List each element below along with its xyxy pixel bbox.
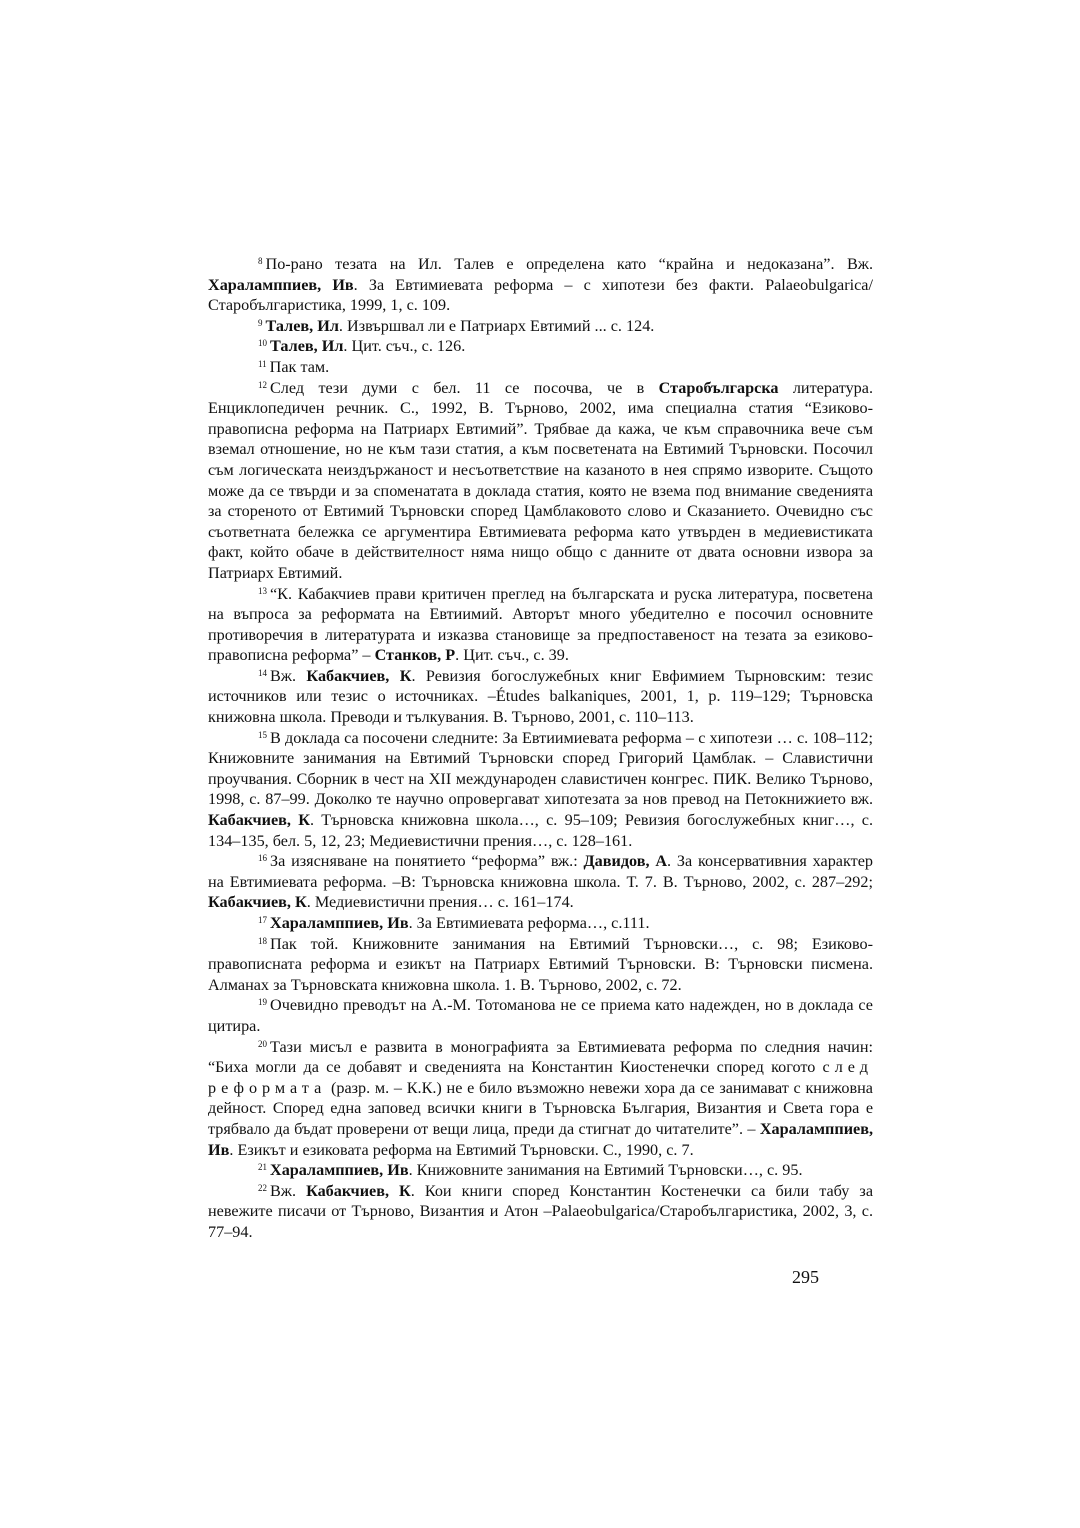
footnotes-block bbox=[208, 254, 873, 1243]
footnote-text: (разр. м. – К.К.) не е било възможно невежи хора да се занимават с книжовна дейност. Според една заповед всички книги в Търновска България, Византия и Света гора е трябвало да бъдат проверени от вещи лица, преди да стигнат до читателите”. – bbox=[208, 1078, 873, 1138]
footnote-9 bbox=[208, 316, 873, 337]
page-number: 295 bbox=[792, 1267, 819, 1287]
footnote-17 bbox=[208, 913, 873, 934]
footnote-number: 10 bbox=[258, 338, 267, 349]
footnote-8 bbox=[208, 254, 873, 316]
footnote-15 bbox=[208, 728, 873, 852]
footnote-20 bbox=[208, 1037, 873, 1161]
author-name: Талев, Ил bbox=[270, 337, 344, 356]
footnote-text: . Търновска книжовна школа…, с. 95–109; Ревизия богослужебных книг…, с. 134–135, бел. 5, 12, 23; Медиевистични прения…, с. 128–161. bbox=[208, 811, 874, 850]
footnote-number: 9 bbox=[258, 317, 263, 328]
footnote-19 bbox=[208, 995, 873, 1036]
footnote-21 bbox=[208, 1160, 873, 1181]
footnote-text: След тези думи с бел. 11 се посочва, че в bbox=[270, 378, 659, 397]
footnote-text: . Кои книги според Константин Костенечки са били табу за невежите писачи от Търново, Византия и Атон –Palaeobulgarica/Старобългаристика, 2002, 3, с. 77–94. bbox=[208, 1181, 873, 1241]
footnote-text: . Езикът и езиковата реформа на Евтимий Търновски. С., 1990, с. 7. bbox=[229, 1140, 694, 1159]
footnote-text: Пак той. Книжовните занимания на Евтимий Търновски…, с. 98; Езиково-правописната реформа и езикът на Патриарх Евтимий Търновски. В: Търновски писмена. Алманах за Търновската книжовна школа. 1. В. Търново, 2002, с. 72. bbox=[208, 934, 873, 994]
footnote-number: 14 bbox=[258, 667, 267, 678]
footnote-22 bbox=[208, 1181, 873, 1243]
footnote-text: след реформата bbox=[208, 1058, 873, 1097]
footnote-11 bbox=[208, 357, 873, 378]
footnote-text: Тази мисъл е развита в монографията за Евтимиевата реформа по следния начин: “Биха могли да се добавят и сведенията на Константин Киостенечки според когото bbox=[208, 1037, 873, 1077]
footnote-12 bbox=[208, 378, 873, 584]
footnote-text: “К. Кабакчиев прави критичен преглед на българската и руска литература, посветена на въпроса за реформата на Евтиимий. Авторът много убедително е посочил основните противоречия в литературата и изказва становище за предпоставеност на тезата за езиково-правописна реформа” – bbox=[208, 584, 873, 665]
author-name: Давидов, А bbox=[583, 852, 668, 871]
author-name: Кабакчиев, К bbox=[208, 811, 310, 830]
footnote-number: 13 bbox=[258, 585, 267, 596]
footnote-text: По-рано тезата на Ил. Талев е определена като “крайна и недоказана”. Вж. bbox=[265, 255, 873, 273]
footnote-text: . За Евтимиевата реформа…, с.111. bbox=[408, 914, 650, 932]
author-name: Хараламппиев, Ив bbox=[208, 1119, 873, 1159]
footnote-text: . За консервативния характер на Евтимиевата реформа. –В: Търновска книжовна школа. Т. 7. В. Търново, 2002, с. 287–292; bbox=[208, 852, 873, 891]
footnote-number: 21 bbox=[258, 1162, 267, 1173]
footnote-18 bbox=[208, 934, 873, 996]
footnote-10 bbox=[208, 336, 873, 357]
footnote-text: . Ревизия богослужебных книг Евфимием Тырновским: тезис источников или тезис о источниках. –Études balkaniques, 2001, 1, p. 119–129; Търновска книжовна школа. Преводи и тълкувания. В. Търново, 2001, с. 110–113. bbox=[208, 666, 874, 727]
footnote-text: Вж. bbox=[270, 1181, 307, 1200]
author-name: Хараламппиев, Ив bbox=[208, 275, 354, 294]
footnote-number: 18 bbox=[258, 935, 267, 946]
author-name: Хараламппиев, Ив bbox=[270, 1161, 409, 1180]
footnote-text: . Извършвал ли е Патриарх Евтимий ... с. 124. bbox=[338, 316, 655, 335]
footnote-text: В доклада са посочени следните: За Евтиимиевата реформа – с хипотези … с. 108–112; Книжовните занимания на Евтимий Търновски според Григорий Цамблак. – Славистични проучвания. Сборник в чест на XII международен славистичен конгрес. ПИК. Велико Търново, 1998, с. 87–99. Доколко те научно опровергават хипотезата за нов превод на Петокнижието вж. bbox=[208, 728, 873, 809]
footnote-text: . Книжовните занимания на Евтимий Търновски…, с. 95. bbox=[408, 1161, 803, 1180]
footnote-number: 19 bbox=[258, 997, 267, 1008]
author-name: Кабакчиев, К bbox=[306, 666, 412, 685]
footnote-number: 15 bbox=[258, 729, 267, 740]
footnote-16 bbox=[208, 851, 873, 913]
author-name: Старобългарска bbox=[658, 378, 779, 397]
author-name: Кабакчиев, К bbox=[306, 1181, 411, 1200]
footnote-text: Очевидно преводът на А.-М. Тотоманова не се приема като надежден, но в доклада се цитира. bbox=[208, 996, 873, 1035]
footnote-number: 16 bbox=[258, 853, 267, 864]
footnote-text: литература. Енциклопедичен речник. С., 1992, В. Търново, 2002, има специална статия “Езиково-правописна реформа на Патриарх Евтимий”. Трябвае да кажа, че към справочника вече съм вземал отношение, но не към тази статия, а към посветената на Евтимий Търновски. Посочил съм логическата неиздържаност и несъответствие на казаното в нея спрямо изворите. Същото може да се твърди и за споменатата в доклада статия, която не взема под внимание сведенията за стореното от Евтимий Търновски според Цамблаковото слово и Сказанието. Очевидно със съответната бележка се аргументира Евтимиевата реформа като утвърден в медиевистиката факт, който обаче в действителност няма нищо общо с данните от двата основни извора за Патриарх Евтимий. bbox=[208, 378, 873, 582]
footnote-text: . Цит. съч., с. 126. bbox=[343, 337, 466, 356]
footnote-number: 11 bbox=[258, 358, 267, 369]
author-name: Станков, Р bbox=[374, 646, 456, 665]
footnote-number: 12 bbox=[258, 379, 267, 390]
footnote-number: 20 bbox=[258, 1038, 267, 1049]
footnote-text: . Цит. съч., с. 39. bbox=[455, 646, 569, 665]
footnote-13 bbox=[208, 584, 873, 666]
author-name: Талев, Ил bbox=[265, 316, 339, 335]
footnote-number: 22 bbox=[258, 1182, 267, 1193]
footnote-text: . Медиевистични прения… с. 161–174. bbox=[306, 893, 574, 912]
footnote-14 bbox=[208, 666, 873, 728]
footnote-text: . За Евтимиевата реформа – с хипотези без факти. Palaeobulgarica/Старобългаристика, 1999, 1, с. 109. bbox=[208, 275, 873, 315]
footnote-text: Пак там. bbox=[269, 357, 330, 376]
footnote-text: Вж. bbox=[270, 666, 307, 685]
author-name: Хараламппиев, Ив bbox=[270, 914, 409, 932]
footnote-number: 8 bbox=[258, 256, 263, 266]
author-name: Кабакчиев, К bbox=[208, 893, 307, 912]
footnote-number: 17 bbox=[258, 915, 267, 925]
footnote-text: За изясняване на понятието “реформа” вж.: bbox=[270, 852, 584, 871]
